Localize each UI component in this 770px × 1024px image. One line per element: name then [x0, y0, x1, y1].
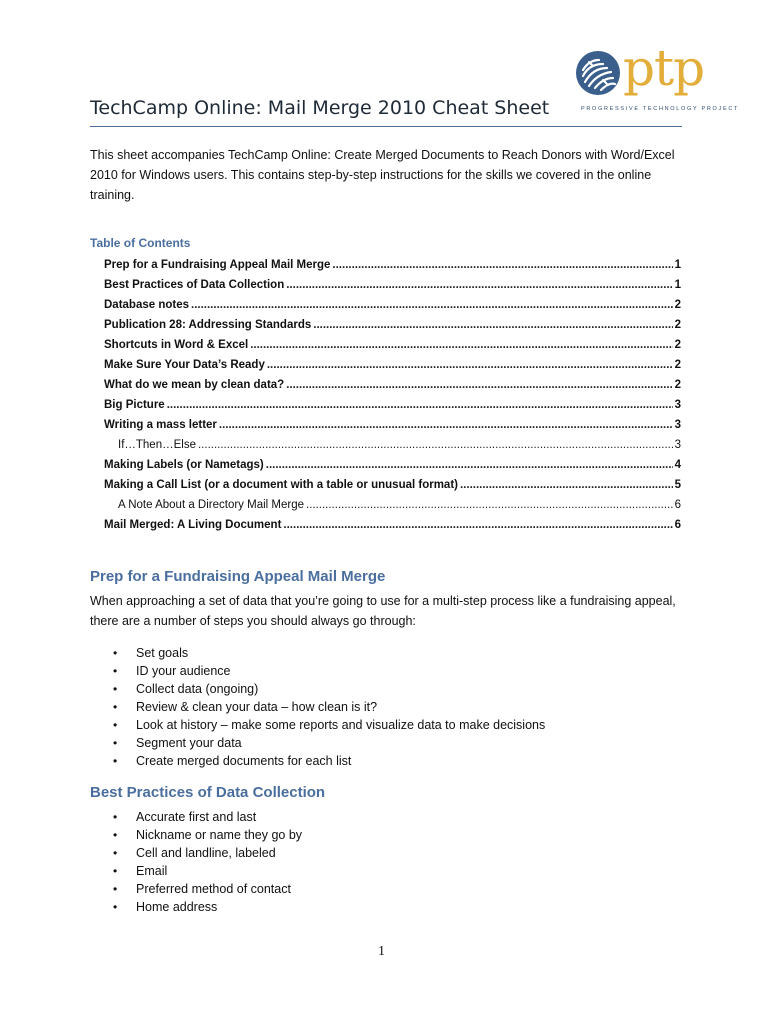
toc-entry-label: If…Then…Else [118, 439, 196, 451]
toc-entry-page: 1 [674, 259, 681, 271]
bullet-icon: • [113, 900, 118, 914]
bullet-icon: • [113, 810, 118, 824]
title-divider [90, 126, 682, 127]
toc-entry-page: 3 [674, 419, 681, 431]
toc-leader-dots [250, 335, 672, 355]
toc-entry-label: What do we mean by clean data? [104, 379, 285, 391]
toc-entry-label: Publication 28: Addressing Standards [104, 319, 312, 331]
bullet-icon: • [113, 864, 118, 878]
toc-entry-label: Prep for a Fundraising Appeal Mail Merge [104, 259, 331, 271]
toc-entry[interactable] [104, 355, 681, 375]
section-heading-best-practices: Best Practices of Data Collection [90, 784, 326, 801]
bullet-icon: • [113, 754, 118, 768]
section-prep-paragraph: When approaching a set of data that you’re going to use for a multi-step process like a fundraising appeal, there are a number of steps you should always go through: [90, 594, 676, 628]
toc-entry-page: 5 [674, 479, 681, 491]
toc-entry-label: Best Practices of Data Collection [104, 279, 285, 291]
toc-entry[interactable] [104, 255, 681, 275]
list-item: • Set goals [113, 646, 189, 660]
toc-entry-page: 2 [674, 359, 681, 371]
toc-leader-dots [286, 275, 672, 295]
toc-entry[interactable] [104, 375, 681, 395]
list-item: • Create merged documents for each list [113, 754, 352, 768]
toc-entry-page: 3 [674, 399, 681, 411]
toc-leader-dots [191, 295, 673, 315]
toc-entry-label: Database notes [104, 299, 190, 311]
bullet-icon: • [113, 700, 118, 714]
page-number: 1 [378, 944, 385, 959]
toc-entry-label: Making Labels (or Nametags) [104, 459, 264, 471]
list-item: • ID your audience [113, 664, 231, 678]
toc-leader-dots [283, 515, 672, 535]
toc-entry[interactable] [104, 335, 681, 355]
bullet-icon: • [113, 682, 118, 696]
toc-leader-dots [286, 375, 672, 395]
toc-entry-page: 6 [674, 499, 681, 511]
toc-leader-dots [306, 495, 673, 515]
list-item: • Email [113, 864, 168, 878]
list-item: • Cell and landline, labeled [113, 846, 276, 860]
toc-entry-label: Make Sure Your Data’s Ready [104, 359, 265, 371]
bullet-icon: • [113, 664, 118, 678]
toc-entry-page: 4 [674, 459, 681, 471]
toc-subentry[interactable] [104, 495, 681, 515]
toc-entry-page: 1 [674, 279, 681, 291]
toc-leader-dots [313, 315, 672, 335]
toc-entry[interactable] [104, 475, 681, 495]
toc-leader-dots [198, 435, 673, 455]
toc-entry[interactable] [104, 275, 681, 295]
logo-tagline: PROGRESSIVE TECHNOLOGY PROJECT [581, 106, 740, 112]
list-item: • Accurate first and last [113, 810, 257, 824]
bullet-icon: • [113, 828, 118, 842]
toc-leader-dots [167, 395, 673, 415]
toc-entry[interactable] [104, 455, 681, 475]
toc-entry-label: Making a Call List (or a document with a table or unusual format) [104, 479, 458, 491]
toc-entry[interactable] [104, 415, 681, 435]
bullet-icon: • [113, 846, 118, 860]
section-best-practices-bullet-list [113, 808, 302, 916]
toc-entry-label: Writing a mass letter [104, 419, 217, 431]
ptp-logo [575, 39, 740, 118]
toc-leader-dots [267, 355, 673, 375]
list-item: • Home address [113, 900, 218, 914]
toc-entry-label: A Note About a Directory Mail Merge [118, 499, 304, 511]
page-title: TechCamp Online: Mail Merge 2010 Cheat Sheet [90, 97, 550, 119]
toc-entry-page: 6 [674, 519, 681, 531]
logo-wordmark: ptp [623, 39, 705, 97]
toc-subentry[interactable] [104, 435, 681, 455]
toc-entry[interactable] [104, 515, 681, 535]
bullet-icon: • [113, 646, 118, 660]
list-item: • Preferred method of contact [113, 882, 291, 896]
bullet-icon: • [113, 736, 118, 750]
intro-paragraph: This sheet accompanies TechCamp Online: Create Merged Documents to Reach Donors with Word/Excel 2010 for Windows users. This contains step-by-step instructions for the skills we covered in the online training. [90, 148, 675, 202]
toc-entry-label: Mail Merged: A Living Document [104, 519, 282, 531]
toc-entry[interactable] [104, 295, 681, 315]
ptp-logo-mark-icon [575, 50, 621, 96]
toc-leader-dots [460, 475, 673, 495]
bullet-icon: • [113, 718, 118, 732]
toc-entry-page: 2 [674, 299, 681, 311]
section-heading-prep: Prep for a Fundraising Appeal Mail Merge [90, 568, 386, 585]
toc-entry-label: Big Picture [104, 399, 165, 411]
list-item: • Segment your data [113, 736, 242, 750]
toc-entry[interactable] [104, 395, 681, 415]
toc-leader-dots [266, 455, 673, 475]
section-prep-bullet-list [113, 644, 545, 770]
bullet-icon: • [113, 882, 118, 896]
table-of-contents [104, 255, 681, 535]
toc-entry-page: 2 [674, 379, 681, 391]
toc-leader-dots [332, 255, 672, 275]
list-item: • Nickname or name they go by [113, 828, 303, 842]
list-item: • Look at history – make some reports and visualize data to make decisions [113, 718, 546, 732]
toc-leader-dots [219, 415, 673, 435]
toc-entry-label: Shortcuts in Word & Excel [104, 339, 249, 351]
list-item: • Review & clean your data – how clean is it? [113, 700, 378, 714]
toc-entry-page: 2 [674, 339, 681, 351]
toc-heading: Table of Contents [90, 236, 191, 250]
toc-entry[interactable] [104, 315, 681, 335]
toc-entry-page: 2 [674, 319, 681, 331]
toc-entry-page: 3 [674, 439, 681, 451]
list-item: • Collect data (ongoing) [113, 682, 259, 696]
